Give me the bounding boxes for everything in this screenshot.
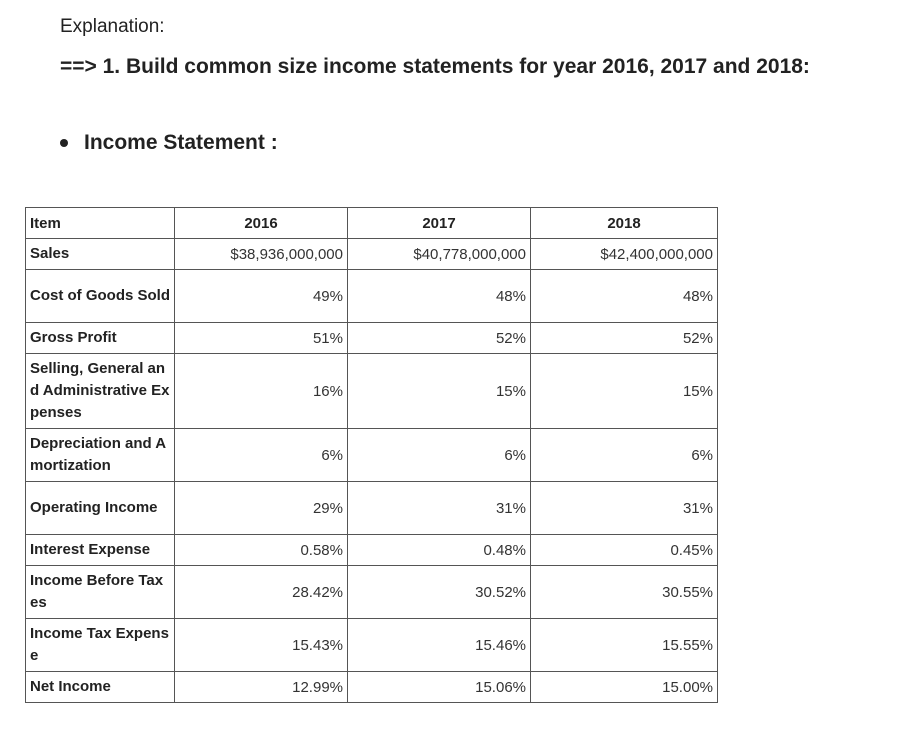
column-header-2016: 2016 — [175, 208, 348, 239]
column-header-2017: 2017 — [348, 208, 531, 239]
bullet-icon — [60, 139, 68, 147]
cell-value: $38,936,000,000 — [175, 239, 348, 270]
cell-value: 31% — [348, 482, 531, 535]
cell-value: $42,400,000,000 — [531, 239, 718, 270]
income-statement-table — [25, 207, 718, 703]
row-label: Gross Profit — [26, 323, 175, 354]
table-header-row — [26, 208, 718, 239]
cell-value: 48% — [531, 270, 718, 323]
explanation-heading: Explanation: — [60, 16, 165, 37]
table-row — [26, 672, 718, 703]
table-row — [26, 429, 718, 482]
cell-value: 31% — [531, 482, 718, 535]
cell-value: 28.42% — [175, 566, 348, 619]
cell-value: 6% — [175, 429, 348, 482]
bullet-item-income-statement — [60, 131, 278, 155]
bullet-heading: Income Statement : — [84, 131, 278, 154]
table-row — [26, 619, 718, 672]
cell-value: $40,778,000,000 — [348, 239, 531, 270]
table-row — [26, 270, 718, 323]
row-label: Depreciation and Amortization — [26, 429, 175, 482]
table-row — [26, 566, 718, 619]
cell-value: 30.52% — [348, 566, 531, 619]
row-label: Interest Expense — [26, 535, 175, 566]
cell-value: 0.48% — [348, 535, 531, 566]
row-label: Income Tax Expense — [26, 619, 175, 672]
cell-value: 6% — [531, 429, 718, 482]
cell-value: 15% — [531, 354, 718, 429]
row-label: Operating Income — [26, 482, 175, 535]
table-row — [26, 323, 718, 354]
column-header-2018: 2018 — [531, 208, 718, 239]
cell-value: 48% — [348, 270, 531, 323]
column-header-item: Item — [26, 208, 175, 239]
cell-value: 52% — [531, 323, 718, 354]
row-label: Cost of Goods Sold — [26, 270, 175, 323]
row-label: Net Income — [26, 672, 175, 703]
row-label: Sales — [26, 239, 175, 270]
row-label: Selling, General and Administrative Expenses — [26, 354, 175, 429]
cell-value: 0.58% — [175, 535, 348, 566]
cell-value: 15.00% — [531, 672, 718, 703]
cell-value: 49% — [175, 270, 348, 323]
cell-value: 15.43% — [175, 619, 348, 672]
cell-value: 30.55% — [531, 566, 718, 619]
table-row — [26, 239, 718, 270]
cell-value: 16% — [175, 354, 348, 429]
cell-value: 52% — [348, 323, 531, 354]
cell-value: 0.45% — [531, 535, 718, 566]
row-label: Income Before Taxes — [26, 566, 175, 619]
cell-value: 6% — [348, 429, 531, 482]
cell-value: 15.55% — [531, 619, 718, 672]
cell-value: 15% — [348, 354, 531, 429]
table-row — [26, 482, 718, 535]
cell-value: 15.46% — [348, 619, 531, 672]
table-row — [26, 354, 718, 429]
step-title: ==> 1. Build common size income statements for year 2016, 2017 and 2018: — [60, 55, 810, 78]
table-row — [26, 535, 718, 566]
cell-value: 15.06% — [348, 672, 531, 703]
cell-value: 29% — [175, 482, 348, 535]
cell-value: 51% — [175, 323, 348, 354]
cell-value: 12.99% — [175, 672, 348, 703]
